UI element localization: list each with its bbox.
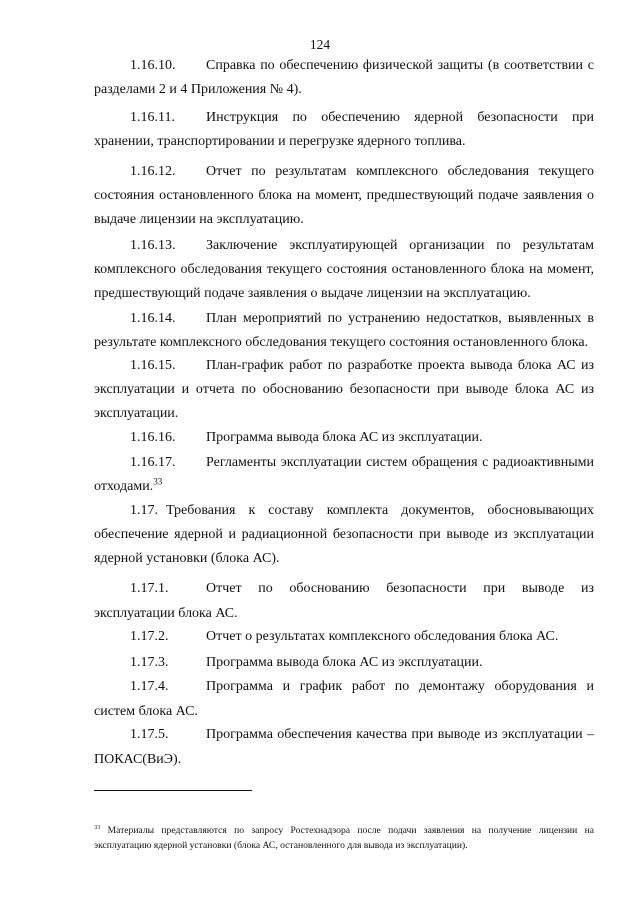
list-item <box>94 54 594 102</box>
list-item <box>94 576 594 626</box>
item-number: 1.16.16. <box>130 430 176 445</box>
item-text: Программа вывода блока АС из эксплуатации. <box>206 655 483 670</box>
item-number: 1.17.5. <box>130 727 169 742</box>
item-number: 1.16.11. <box>130 110 175 125</box>
item-text: Программа обеспечения качества при выводе из эксплуатации – ПОКАС(ВиЭ). <box>94 727 594 767</box>
footnote-marker: 33 <box>94 823 101 831</box>
item-text: Регламенты эксплуатации систем обращения с радиоактивными отходами. <box>94 455 594 494</box>
list-item <box>94 106 594 154</box>
page-number: 124 <box>309 37 331 52</box>
footnote-reference: 33 <box>153 476 163 487</box>
item-text: Инструкция по обеспечению ядерной безопасности при хранении, транспортировании и перегрузке ядерного топлива. <box>94 110 594 149</box>
footnote <box>94 823 594 853</box>
item-number: 1.16.17. <box>130 455 176 470</box>
item-number: 1.17.1. <box>130 581 169 596</box>
list-item <box>94 160 594 232</box>
footnote-separator <box>94 790 252 791</box>
section-heading-item <box>94 499 594 571</box>
list-item <box>94 722 594 772</box>
item-text: Требования к составу комплекта документов, обосновывающих обеспечение ядерной и радиационной безопасности при выводе из эксплуатации ядерной установки (блока АС). <box>94 503 594 566</box>
item-number: 1.17.4. <box>130 679 169 694</box>
list-item <box>94 624 594 649</box>
item-text: Справка по обеспечению физической защиты (в соответствии с разделами 2 и 4 Приложения № 4). <box>94 58 594 97</box>
item-text: Программа вывода блока АС из эксплуатации. <box>206 430 483 445</box>
list-item <box>94 451 594 499</box>
list-item <box>94 650 594 675</box>
item-number: 1.17. <box>130 503 158 518</box>
item-text: Отчет по результатам комплексного обследования текущего состояния остановленного блока на момент, предшествующий подаче заявления о выдаче лицензии на эксплуатацию. <box>94 164 594 227</box>
item-number: 1.16.10. <box>130 58 176 73</box>
item-number: 1.16.14. <box>130 311 176 326</box>
item-number: 1.17.3. <box>130 655 169 670</box>
list-item <box>94 674 594 724</box>
item-text: Программа и график работ по демонтажу оборудования и систем блока АС. <box>94 679 594 719</box>
list-item <box>94 234 594 306</box>
item-text: План мероприятий по устранению недостатков, выявленных в результате комплексного обследования текущего состояния остановленного блока. <box>94 311 594 350</box>
item-text: План-график работ по разработке проекта вывода блока АС из эксплуатации и отчета по обоснованию безопасности при выводе блока АС из эксплуатации. <box>94 358 594 421</box>
item-text: Заключение эксплуатирующей организации по результатам комплексного обследования текущего состояния остановленного блока на момент, предшествующий подаче заявления о выдаче лицензии на эксплуатацию. <box>94 238 594 301</box>
list-item <box>94 307 594 355</box>
footnote-text: Материалы представляются по запросу Ростехнадзора после подачи заявления на получение лицензии на эксплуатацию ядерной установки (блока АС, остановленного для вывода из эксплуатации). <box>94 825 594 851</box>
list-item <box>94 426 594 450</box>
list-item <box>94 354 594 426</box>
item-text: Отчет о результатах комплексного обследования блока АС. <box>206 629 559 644</box>
item-text: Отчет по обоснованию безопасности при выводе из эксплуатации блока АС. <box>94 581 594 621</box>
item-number: 1.16.13. <box>130 238 176 253</box>
item-number: 1.16.12. <box>130 164 176 179</box>
item-number: 1.16.15. <box>130 358 176 373</box>
item-number: 1.17.2. <box>130 629 169 644</box>
